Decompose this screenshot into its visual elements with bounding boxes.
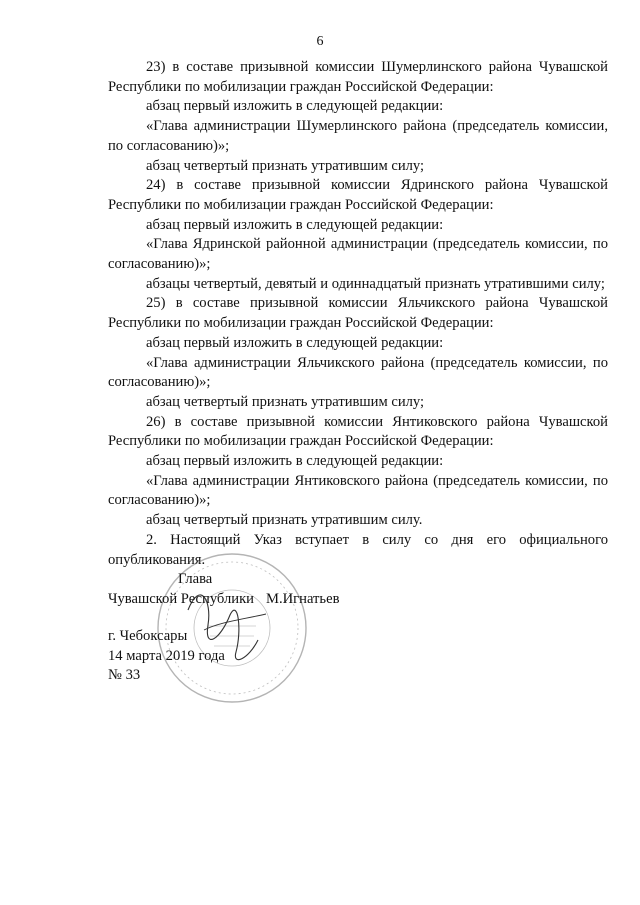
paragraph: 23) в составе призывной комиссии Шумерлинского района Чувашской Республики по мобилизации граждан Российской Федерации: xyxy=(108,59,608,95)
paragraph: абзац первый изложить в следующей редакции: xyxy=(146,453,444,470)
paragraph: «Глава администрации Яльчикского района (председатель комиссии, по согласованию)»; xyxy=(108,354,608,391)
paragraph: абзац первый изложить в следующей редакции: xyxy=(146,334,444,351)
paragraph: 24) в составе призывной комиссии Ядринского района Чувашской Республики по мобилизации граждан Российской Федерации: xyxy=(108,177,608,213)
paragraph: абзац первый изложить в следующей редакции: xyxy=(146,216,444,233)
issue-date: 14 марта 2019 года xyxy=(108,647,225,664)
paragraph: 26) в составе призывной комиссии Янтиковского района Чувашской Республики по мобилизации граждан Российской Федерации: xyxy=(108,413,608,450)
signature-block xyxy=(108,570,528,686)
paragraph: абзац четвертый признать утратившим силу; xyxy=(146,157,425,174)
signatory-title: Глава xyxy=(178,571,213,587)
paragraph: «Глава Ядринской районной администрации (председатель комиссии, по согласованию)»; xyxy=(108,236,608,273)
signatory-name: М.Игнатьев xyxy=(266,590,340,607)
issue-place: г. Чебоксары xyxy=(108,628,188,644)
paragraph: «Глава администрации Янтиковского района (председатель комиссии, по согласованию)»; xyxy=(108,472,608,509)
signatory-office: Чувашской Республики xyxy=(108,590,254,607)
decree-body xyxy=(108,58,608,570)
paragraph: «Глава администрации Шумерлинского района (председатель комиссии, по согласованию)»; xyxy=(108,118,608,154)
paragraph: 2. Настоящий Указ вступает в силу со дня его официального опубликования. xyxy=(108,531,608,568)
paragraph: абзац четвертый признать утратившим силу; xyxy=(146,393,425,410)
paragraph: 25) в составе призывной комиссии Яльчикского района Чувашской Республики по мобилизации граждан Российской Федерации: xyxy=(108,295,608,332)
paragraph: абзац четвертый признать утратившим силу. xyxy=(146,512,423,529)
page-number: 6 xyxy=(316,34,324,49)
decree-number: № 33 xyxy=(108,667,141,683)
paragraph: абзац первый изложить в следующей редакции: xyxy=(146,98,444,115)
paragraph: абзацы четвертый, девятый и одиннадцатый признать утратившими силу; xyxy=(146,275,605,292)
